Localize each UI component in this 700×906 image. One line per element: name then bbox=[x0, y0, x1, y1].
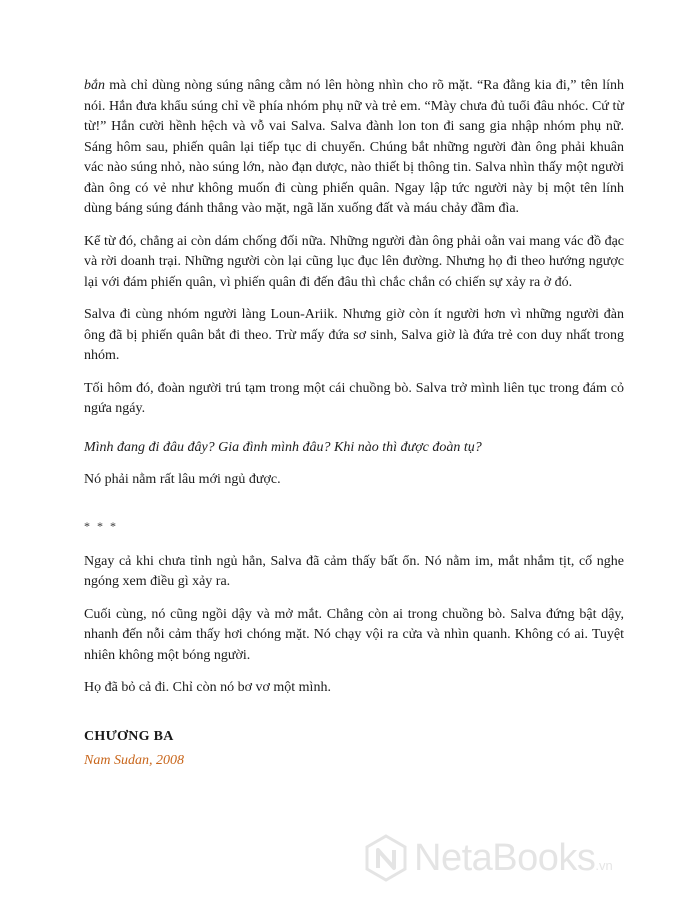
watermark bbox=[364, 833, 613, 883]
paragraph-1 bbox=[84, 76, 624, 220]
paragraph-2: Kể từ đó, chẳng ai còn dám chống đối nữa. Những người đàn ông phải oằn vai mang vác đồ đạc và rời doanh trại. Những người còn lại cũng lục đục lên đường. Nhưng họ đi theo hướng ngược lại với đám phiến quân, vì phiến quân đi đến đâu thì chắc chắn có chiến sự xảy ra ở đó. bbox=[84, 233, 624, 290]
watermark-suffix: .vn bbox=[595, 858, 613, 873]
paragraph-7: Ngay cả khi chưa tỉnh ngủ hẳn, Salva đã cảm thấy bất ổn. Nó nằm im, mắt nhắm tịt, cố nghe ngóng xem điều gì xảy ra. bbox=[84, 553, 624, 589]
paragraph-8: Cuối cùng, nó cũng ngồi dậy và mở mắt. Chẳng còn ai trong chuồng bò. Salva đứng bật dậy, nhanh đến nỗi cảm thấy hơi chóng mặt. Nó chạy vội ra cửa và nhìn quanh. Không có ai. Tuyệt nhiên không một bóng người. bbox=[84, 606, 624, 663]
inner-thought: Mình đang đi đâu đây? Gia đình mình đâu? Khi nào thì được đoàn tụ? bbox=[84, 439, 482, 455]
paragraph-6: Nó phải nằm rất lâu mới ngủ được. bbox=[84, 472, 281, 487]
paragraph-3: Salva đi cùng nhóm người làng Loun-Ariik. Nhưng giờ còn ít người hơn vì những người đàn ông đã bị phiến quân bắt đi theo. Trừ mấy đứa sơ sinh, Salva giờ là đứa trẻ con duy nhất trong nhóm. bbox=[84, 307, 624, 363]
netabooks-logo-icon bbox=[364, 834, 408, 882]
paragraph-4: Tối hôm đó, đoàn người trú tạm trong một cái chuồng bò. Salva trở mình liên tục trong đám cỏ ngứa ngáy. bbox=[84, 380, 624, 416]
chapter-subtitle: Nam Sudan, 2008 bbox=[84, 752, 184, 768]
book-page bbox=[84, 76, 624, 769]
paragraph-9: Họ đã bỏ cả đi. Chỉ còn nó bơ vơ một mình. bbox=[84, 680, 331, 695]
chapter-title: CHƯƠNG BA bbox=[84, 728, 174, 744]
watermark-brand: NetaBooks bbox=[414, 836, 596, 879]
section-separator: * * * bbox=[84, 518, 118, 533]
paragraph-1-text: mà chỉ dùng nòng súng nâng cằm nó lên hòng nhìn cho rõ mặt. “Ra đằng kia đi,” tên lính nói. Hắn đưa khẩu súng chỉ về phía nhóm phụ nữ và trẻ em. “Mày chưa đủ tuổi đâu nhóc. Cứ từ từ!” Hắn cười hềnh hệch và vỗ vai Salva. Salva đành lon ton đi sang gia nhập nhóm phụ nữ. Sáng hôm sau, phiến quân lại tiếp tục di chuyển. Chúng bắt những người đàn ông phải khuân vác nào súng nhỏ, nào súng lớn, nào đạn dược, nào thiết bị thông tin. Salva nhìn thấy một người đàn ông có vẻ như không muốn đi cùng phiến quân. Ngay lập tức người này bị một tên lính dùng báng súng đánh thẳng vào mặt, ngã lăn xuống đất và máu chảy đầm đìa. bbox=[84, 78, 624, 216]
italic-word: bắn bbox=[84, 78, 105, 93]
